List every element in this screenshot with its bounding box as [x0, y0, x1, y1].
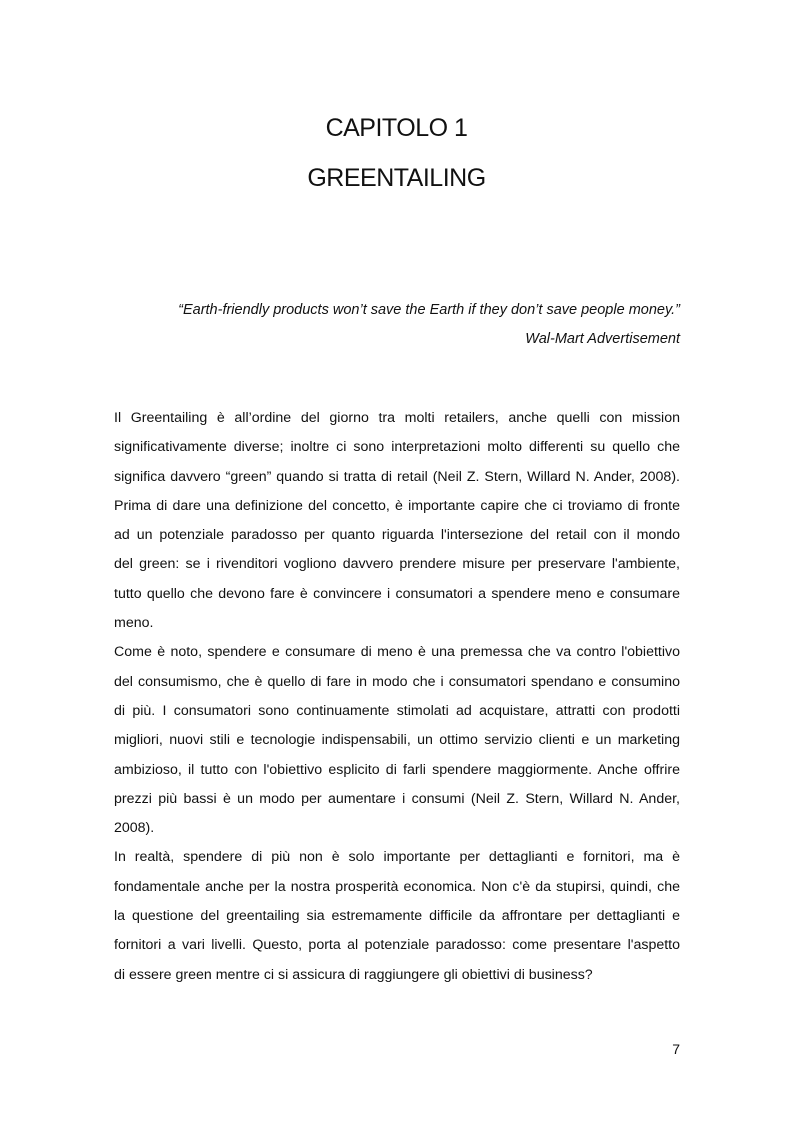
paragraph-2-line: ambizioso, il tutto con l'obiettivo esplicito di farli spendere maggiormente. Anche offrire: [114, 761, 680, 778]
body-text: [114, 404, 680, 990]
paragraph-1-line: Il Greentailing è all’ordine del giorno tra molti retailers, anche quelli con mission: [114, 410, 680, 426]
chapter-title: GREENTAILING: [307, 164, 486, 192]
page-number: 7: [672, 1041, 680, 1057]
paragraph-2-line: del consumismo, che è quello di fare in modo che i consumatori spendano e consumino: [114, 673, 680, 690]
paragraph-1-line: del green: se i rivenditori vogliono davvero prendere misure per preservare l'ambiente,: [114, 556, 680, 573]
paragraph-3-line: fornitori a vari livelli. Questo, porta al potenziale paradosso: come presentare l'aspetto: [114, 937, 680, 954]
paragraph-1-line: ad un potenziale paradosso per quanto riguarda l'intersezione del retail con il mondo: [114, 527, 680, 544]
epigraph-quote: “Earth-friendly products won’t save the Earth if they don’t save people money.”: [178, 302, 680, 318]
paragraph-3-line: In realtà, spendere di più non è solo importante per dettaglianti e fornitori, ma è: [114, 849, 680, 866]
paragraph-1-line: significa davvero “green” quando si tratta di retail (Neil Z. Stern, Willard N. Ander, 2008).: [114, 468, 680, 485]
chapter-number: CAPITOLO 1: [325, 114, 468, 142]
paragraph-1-line: Prima di dare una definizione del concetto, è importante capire che ci troviamo di fronte: [114, 497, 680, 514]
paragraph-3-line: la questione del greentailing sia estremamente difficile da affrontare per dettaglianti e: [114, 908, 680, 925]
paragraph-1-line: significativamente diverse; inoltre ci sono interpretazioni molto differenti su quello che: [114, 439, 680, 456]
paragraph-3-line: di essere green mentre ci si assicura di raggiungere gli obiettivi di business?: [114, 966, 593, 983]
paragraph-2-line: prezzi più bassi è un modo per aumentare i consumi (Neil Z. Stern, Willard N. Ander,: [114, 790, 680, 807]
paragraph-2-line: 2008).: [114, 820, 155, 837]
paragraph-2-line: migliori, nuovi stili e tecnologie indispensabili, un ottimo servizio clienti e un marketing: [114, 732, 680, 749]
paragraph-3-line: fondamentale anche per la nostra prosperità economica. Non c'è da stupirsi, quindi, che: [114, 878, 680, 895]
epigraph: [112, 296, 680, 354]
paragraph-2-line: Come è noto, spendere e consumare di meno è una premessa che va contro l'obiettivo: [114, 644, 680, 661]
paragraph-1-line: meno.: [114, 615, 154, 632]
paragraph-2-line: di più. I consumatori sono continuamente stimolati ad acquistare, attratti con prodotti: [114, 702, 680, 719]
paragraph-1-line: tutto quello che devono fare è convincere i consumatori a spendere meno e consumare: [114, 585, 680, 602]
epigraph-source: Wal-Mart Advertisement: [525, 331, 680, 347]
